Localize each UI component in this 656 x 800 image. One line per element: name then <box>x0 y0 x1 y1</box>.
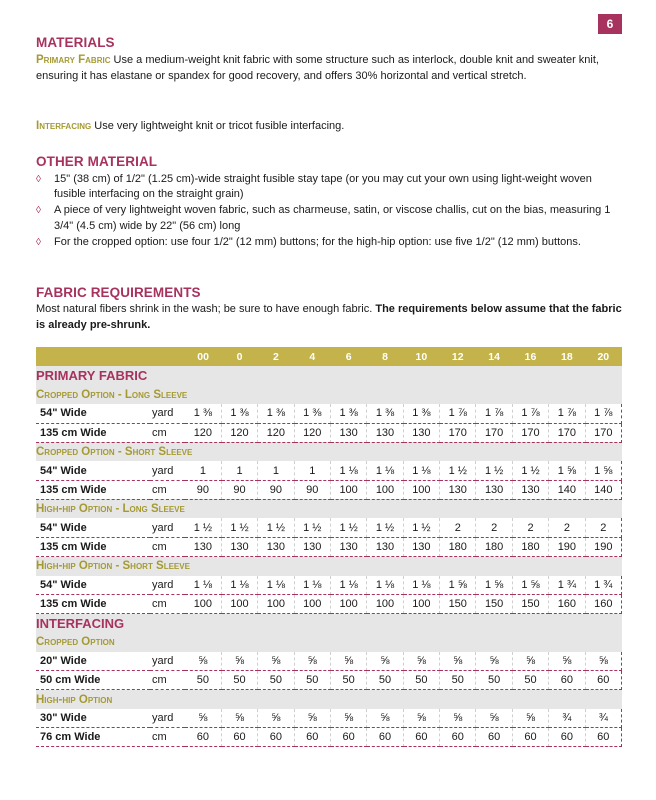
table-cell: 100 <box>185 595 221 614</box>
table-row <box>36 595 622 614</box>
table-cell: 130 <box>185 537 221 556</box>
list-item <box>36 235 626 250</box>
fabric-requirements-intro <box>36 302 626 333</box>
table-cell: 1 ⅝ <box>512 576 548 595</box>
table-cell: 150 <box>440 595 476 614</box>
width-label: 50 cm Wide <box>36 671 150 690</box>
width-label: 30" Wide <box>36 709 150 728</box>
table-cell: 60 <box>294 728 330 747</box>
option-title: Cropped Option <box>36 633 622 652</box>
table-cell: 1 ½ <box>221 518 257 537</box>
diamond-bullet-icon: ◊ <box>36 236 41 248</box>
table-cell: 2 <box>476 518 512 537</box>
table-cell: 60 <box>549 728 585 747</box>
table-cell: 100 <box>367 480 403 499</box>
table-cell: 130 <box>367 537 403 556</box>
table-cell: 60 <box>512 728 548 747</box>
table-cell: 50 <box>221 671 257 690</box>
table-cell: ⅝ <box>512 652 548 671</box>
table-cell: 1 ⅞ <box>440 404 476 423</box>
table-cell: 1 ½ <box>476 461 512 480</box>
size-header-cell: 00 <box>185 347 221 366</box>
table-cell: 100 <box>330 480 366 499</box>
table-cell: 1 ½ <box>367 518 403 537</box>
table-cell: 120 <box>185 423 221 442</box>
table-cell: 1 ⅜ <box>258 404 294 423</box>
table-cell: 130 <box>403 423 439 442</box>
table-cell: ⅝ <box>403 709 439 728</box>
table-cell: 1 ½ <box>185 518 221 537</box>
table-cell: 100 <box>221 595 257 614</box>
table-row <box>36 709 622 728</box>
table-cell: ⅝ <box>258 709 294 728</box>
size-header-cell: 12 <box>440 347 476 366</box>
header-blank <box>36 347 185 366</box>
table-cell: 1 ⅛ <box>258 576 294 595</box>
table-cell: 50 <box>258 671 294 690</box>
table-cell: ⅝ <box>221 709 257 728</box>
table-cell: ⅝ <box>330 652 366 671</box>
option-header-row <box>36 442 622 461</box>
unit-label: yard <box>150 404 185 423</box>
option-header-row <box>36 690 622 709</box>
list-item-text: A piece of very lightweight woven fabric, such as charmeuse, satin, or viscose challis, cut on the bias, measuring 1 3/4" (4.5 cm) wide by 22" (56 cm) long <box>54 204 611 232</box>
option-title: High-hip Option - Long Sleeve <box>36 499 622 518</box>
option-title: Cropped Option - Short Sleeve <box>36 442 622 461</box>
table-cell: 160 <box>549 595 585 614</box>
intro-bold-text: The requirements below assume that the fabric is already pre-shrunk. <box>36 303 622 331</box>
width-label: 20" Wide <box>36 652 150 671</box>
unit-label: yard <box>150 652 185 671</box>
section-title: PRIMARY FABRIC <box>36 366 622 385</box>
section-header-row <box>36 614 622 633</box>
section-header-row <box>36 366 622 385</box>
table-cell: 1 ⅜ <box>367 404 403 423</box>
unit-label: cm <box>150 595 185 614</box>
table-cell: 60 <box>258 728 294 747</box>
interfacing-label: Interfacing <box>36 120 92 132</box>
intro-text: Most natural fibers shrink in the wash; be sure to have enough fabric. <box>36 303 373 315</box>
table-cell: 1 ⅞ <box>476 404 512 423</box>
option-title: High-hip Option - Short Sleeve <box>36 557 622 576</box>
table-cell: 1 <box>185 461 221 480</box>
width-label: 54" Wide <box>36 576 150 595</box>
table-cell: 1 ⅜ <box>330 404 366 423</box>
unit-label: cm <box>150 671 185 690</box>
table-cell: 1 ⅛ <box>403 461 439 480</box>
table-cell: 90 <box>221 480 257 499</box>
table-cell: 130 <box>294 537 330 556</box>
table-cell: 100 <box>403 595 439 614</box>
diamond-bullet-icon: ◊ <box>36 205 41 217</box>
table-cell: ⅝ <box>440 709 476 728</box>
table-cell: 140 <box>585 480 621 499</box>
option-header-row <box>36 557 622 576</box>
table-cell: 1 ⅛ <box>403 576 439 595</box>
table-cell: 180 <box>476 537 512 556</box>
section-title: INTERFACING <box>36 614 622 633</box>
table-row <box>36 652 622 671</box>
table-cell: 170 <box>512 423 548 442</box>
fabric-requirements-heading: FABRIC REQUIREMENTS <box>36 285 201 300</box>
table-cell: 1 ⅜ <box>403 404 439 423</box>
option-header-row <box>36 633 622 652</box>
table-cell: ¾ <box>585 709 621 728</box>
width-label: 54" Wide <box>36 404 150 423</box>
table-row <box>36 728 622 747</box>
fabric-requirements-table <box>36 347 622 747</box>
unit-label: cm <box>150 423 185 442</box>
table-cell: 60 <box>549 671 585 690</box>
table-cell: ⅝ <box>549 652 585 671</box>
table-cell: 2 <box>440 518 476 537</box>
table-cell: 100 <box>330 595 366 614</box>
table-cell: ⅝ <box>294 709 330 728</box>
table-cell: 1 ¾ <box>549 576 585 595</box>
table-cell: 160 <box>585 595 621 614</box>
table-cell: 60 <box>585 671 621 690</box>
width-label: 54" Wide <box>36 518 150 537</box>
size-header-cell: 20 <box>585 347 621 366</box>
materials-heading: MATERIALS <box>36 35 115 50</box>
unit-label: yard <box>150 518 185 537</box>
other-material-list <box>36 172 626 251</box>
table-cell: ⅝ <box>440 652 476 671</box>
table-cell: 1 ⅛ <box>294 576 330 595</box>
table-cell: 120 <box>258 423 294 442</box>
table-cell: ¾ <box>549 709 585 728</box>
table-cell: 120 <box>221 423 257 442</box>
table-cell: ⅝ <box>476 709 512 728</box>
table-cell: 1 ½ <box>512 461 548 480</box>
table-cell: ⅝ <box>185 709 221 728</box>
table-cell: 60 <box>403 728 439 747</box>
table-cell: 1 ¾ <box>585 576 621 595</box>
table-cell: ⅝ <box>330 709 366 728</box>
table-cell: 1 ⅝ <box>549 461 585 480</box>
interfacing-paragraph <box>36 119 620 135</box>
table-cell: 90 <box>258 480 294 499</box>
table-cell: 60 <box>185 728 221 747</box>
table-cell: 130 <box>330 537 366 556</box>
table-cell: 180 <box>512 537 548 556</box>
table-cell: 130 <box>512 480 548 499</box>
table-cell: 1 ⅛ <box>330 461 366 480</box>
table-cell: 130 <box>440 480 476 499</box>
size-header-cell: 18 <box>549 347 585 366</box>
table-row <box>36 480 622 499</box>
unit-label: yard <box>150 576 185 595</box>
table-cell: 130 <box>330 423 366 442</box>
table-cell: 50 <box>440 671 476 690</box>
table-cell: 140 <box>549 480 585 499</box>
table-cell: 130 <box>403 537 439 556</box>
size-header-cell: 8 <box>367 347 403 366</box>
table-cell: 60 <box>221 728 257 747</box>
table-cell: 190 <box>549 537 585 556</box>
size-header-cell: 10 <box>403 347 439 366</box>
table-cell: 130 <box>367 423 403 442</box>
table-cell: 1 ⅝ <box>476 576 512 595</box>
table-cell: ⅝ <box>258 652 294 671</box>
table-cell: 100 <box>367 595 403 614</box>
table-cell: 1 ½ <box>330 518 366 537</box>
other-material-heading: OTHER MATERIAL <box>36 154 158 169</box>
table-cell: 60 <box>367 728 403 747</box>
table-cell: ⅝ <box>294 652 330 671</box>
table-cell: 50 <box>403 671 439 690</box>
size-header-cell: 14 <box>476 347 512 366</box>
option-title: Cropped Option - Long Sleeve <box>36 385 622 404</box>
size-header-cell: 4 <box>294 347 330 366</box>
table-row <box>36 461 622 480</box>
size-header-cell: 16 <box>512 347 548 366</box>
option-header-row <box>36 499 622 518</box>
table-cell: 1 ⅞ <box>585 404 621 423</box>
table-cell: 1 ⅜ <box>185 404 221 423</box>
table-cell: 1 ½ <box>258 518 294 537</box>
table-cell: 1 <box>294 461 330 480</box>
unit-label: cm <box>150 728 185 747</box>
table-cell: 1 ½ <box>294 518 330 537</box>
table-cell: 2 <box>512 518 548 537</box>
table-cell: 1 <box>221 461 257 480</box>
table-cell: ⅝ <box>476 652 512 671</box>
table-cell: 170 <box>476 423 512 442</box>
unit-label: cm <box>150 480 185 499</box>
table-cell: 100 <box>294 595 330 614</box>
diamond-bullet-icon: ◊ <box>36 174 41 185</box>
table-cell: 100 <box>258 595 294 614</box>
table-row <box>36 423 622 442</box>
table-cell: 1 ⅝ <box>440 576 476 595</box>
size-header-row <box>36 347 622 366</box>
table-cell: 1 ⅞ <box>512 404 548 423</box>
unit-label: yard <box>150 461 185 480</box>
table-cell: 1 ⅜ <box>221 404 257 423</box>
table-cell: ⅝ <box>512 709 548 728</box>
table-cell: 50 <box>330 671 366 690</box>
table-cell: 170 <box>440 423 476 442</box>
table-cell: 1 ⅛ <box>330 576 366 595</box>
table-cell: 1 ⅛ <box>367 461 403 480</box>
table-cell: 50 <box>185 671 221 690</box>
page-number-badge: 6 <box>598 14 622 34</box>
table-cell: 60 <box>476 728 512 747</box>
table-cell: 1 <box>258 461 294 480</box>
table-cell: 170 <box>549 423 585 442</box>
table-cell: 1 ⅛ <box>221 576 257 595</box>
table-cell: ⅝ <box>403 652 439 671</box>
table-cell: ⅝ <box>585 652 621 671</box>
table-cell: 170 <box>585 423 621 442</box>
table-cell: 50 <box>512 671 548 690</box>
table-cell: 130 <box>476 480 512 499</box>
width-label: 54" Wide <box>36 461 150 480</box>
list-item <box>36 172 626 202</box>
table-cell: 150 <box>512 595 548 614</box>
table-cell: ⅝ <box>367 652 403 671</box>
table-cell: 60 <box>440 728 476 747</box>
size-header-cell: 6 <box>330 347 366 366</box>
width-label: 135 cm Wide <box>36 537 150 556</box>
primary-fabric-paragraph <box>36 53 620 84</box>
table-cell: 60 <box>585 728 621 747</box>
width-label: 76 cm Wide <box>36 728 150 747</box>
width-label: 135 cm Wide <box>36 480 150 499</box>
table-cell: 50 <box>294 671 330 690</box>
table-cell: 120 <box>294 423 330 442</box>
list-item-text: For the cropped option: use four 1/2" (12 mm) buttons; for the high-hip option: use five 1/2" (12 mm) buttons. <box>54 235 581 248</box>
table-cell: 1 ⅛ <box>185 576 221 595</box>
table-body <box>36 366 622 747</box>
size-header-cell: 2 <box>258 347 294 366</box>
option-title: High-hip Option <box>36 690 622 709</box>
table-cell: 1 ½ <box>403 518 439 537</box>
table-row <box>36 671 622 690</box>
table-cell: 130 <box>258 537 294 556</box>
interfacing-text: Use very lightweight knit or tricot fusible interfacing. <box>94 120 345 132</box>
table-row <box>36 537 622 556</box>
unit-label: cm <box>150 537 185 556</box>
table-cell: ⅝ <box>185 652 221 671</box>
table-cell: 150 <box>476 595 512 614</box>
table-cell: 60 <box>330 728 366 747</box>
table-cell: 1 ⅜ <box>294 404 330 423</box>
table-cell: 100 <box>403 480 439 499</box>
option-header-row <box>36 385 622 404</box>
table-cell: 2 <box>585 518 621 537</box>
table-cell: 1 ½ <box>440 461 476 480</box>
table-cell: 130 <box>221 537 257 556</box>
unit-label: yard <box>150 709 185 728</box>
table-cell: 90 <box>185 480 221 499</box>
table-cell: 90 <box>294 480 330 499</box>
list-item-text: 15" (38 cm) of 1/2" (1.25 cm)-wide straight fusible stay tape (or you may cut your own using light-weight woven fusible interfacing on the straight grain) <box>54 173 592 201</box>
table-cell: 1 ⅞ <box>549 404 585 423</box>
size-header-cell: 0 <box>221 347 257 366</box>
primary-fabric-label: Primary Fabric <box>36 54 111 66</box>
table-cell: 180 <box>440 537 476 556</box>
table-cell: 50 <box>476 671 512 690</box>
table-cell: 50 <box>367 671 403 690</box>
table-cell: 190 <box>585 537 621 556</box>
width-label: 135 cm Wide <box>36 423 150 442</box>
width-label: 135 cm Wide <box>36 595 150 614</box>
table-row <box>36 404 622 423</box>
table-cell: 1 ⅛ <box>367 576 403 595</box>
table-cell: ⅝ <box>221 652 257 671</box>
list-item <box>36 203 626 233</box>
table-cell: 2 <box>549 518 585 537</box>
primary-fabric-text: Use a medium-weight knit fabric with some structure such as interlock, double knit and sweater knit, ensuring it has elastane or spandex for good recovery, and offers 30% horizontal and vertical stretch. <box>36 54 599 82</box>
table-cell: 1 ⅝ <box>585 461 621 480</box>
table-row <box>36 518 622 537</box>
table-row <box>36 576 622 595</box>
table-cell: ⅝ <box>367 709 403 728</box>
